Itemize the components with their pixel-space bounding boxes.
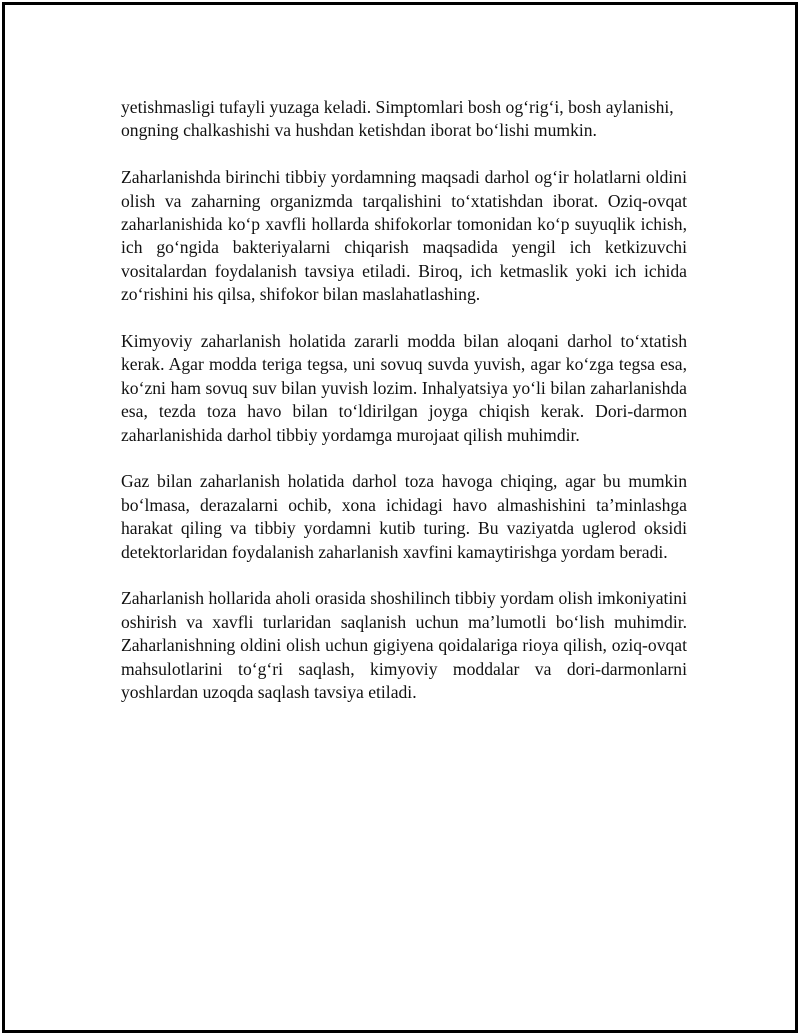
paragraph-continuation: yetishmasligi tufayli yuzaga keladi. Simptomlari bosh og‘rig‘i, bosh aylanishi, ongning chalkashishi va hushdan ketishdan iborat bo‘lishi mumkin. <box>121 97 674 141</box>
paragraph-gas-poisoning: Gaz bilan zaharlanish holatida darhol toza havoga chiqing, agar bu mumkin bo‘lmasa, derazalarni ochib, xona ichidagi havo almashishini ta’minlashga harakat qiling va tibbiy yordamni kutib turing. Bu vaziyatda uglerod oksidi detektorlaridan foydalanish zaharlanish xavfini kamaytirishga yordam beradi. <box>121 471 687 562</box>
document-body <box>121 96 687 728</box>
paragraph-prevention: Zaharlanish hollarida aholi orasida shoshilinch tibbiy yordam olish imkoniyatini oshirish va xavfli turlaridan saqlanish uchun ma’lumotli bo‘lish muhimdir. Zaharlanishning oldini olish uchun gigiyena qoidalariga rioya qilish, oziq-ovqat mahsulotlarini to‘g‘ri saqlash, kimyoviy moddalar va dori-darmonlarni yoshlardan uzoqda saqlash tavsiya etiladi. <box>121 588 687 703</box>
paragraph-chemical-poisoning: Kimyoviy zaharlanish holatida zararli modda bilan aloqani darhol to‘xtatish kerak. Agar modda teriga tegsa, uni sovuq suvda yuvish, agar ko‘zga tegsa esa, ko‘zni ham sovuq suv bilan yuvish lozim. Inhalyatsiya yo‘li bilan zaharlanishda esa, tezda toza havo bilan to‘ldirilgan joyga chiqish kerak. Dori-darmon zaharlanishida darhol tibbiy yordamga murojaat qilish muhimdir. <box>121 331 687 445</box>
paragraph-first-aid: Zaharlanishda birinchi tibbiy yordamning maqsadi darhol og‘ir holatlarni oldini olish va zaharning organizmda tarqalishini to‘xtatishdan iborat. Oziq-ovqat zaharlanishida ko‘p xavfli hollarda shifokorlar tomonidan ko‘p suyuqlik ichish, ich go‘ngida bakteriyalarni chiqarish maqsadida yengil ich ketkizuvchi vositalardan foydalanish tavsiya etiladi. Biroq, ich ketmaslik yoki ich ichida zo‘rishini his qilsa, shifokor bilan maslahatlashing. <box>121 167 687 305</box>
page-frame <box>2 2 798 1033</box>
